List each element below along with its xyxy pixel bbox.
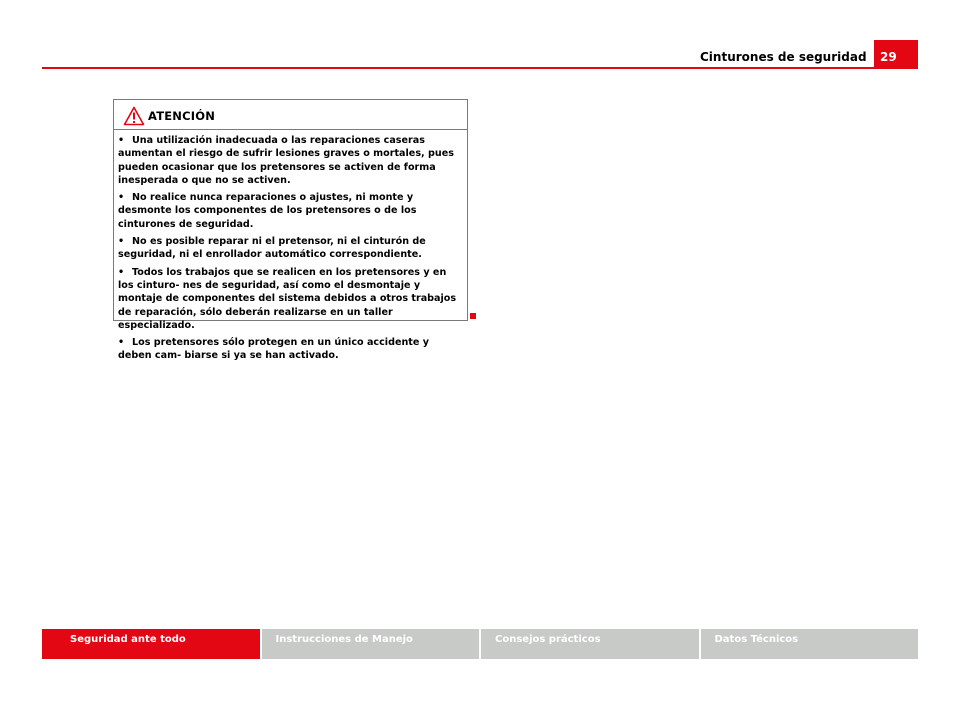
warning-triangle-icon bbox=[123, 106, 145, 126]
warning-header bbox=[114, 100, 467, 130]
footer-tab-datos[interactable] bbox=[701, 629, 919, 659]
footer-tab-label: Datos Técnicos bbox=[714, 634, 799, 645]
warning-item-text: Una utilización inadecuada o las reparaciones caseras aumentan el riesgo de sufrir lesiones graves o mortales, pues pueden ocasionar que los pretensores se activen de forma inesperada o que no se activen. bbox=[118, 135, 454, 186]
warning-item bbox=[118, 134, 463, 187]
section-end-marker bbox=[470, 313, 476, 319]
warning-item bbox=[118, 235, 463, 262]
footer-tab-instrucciones[interactable] bbox=[262, 629, 480, 659]
footer-tab-label: Seguridad ante todo bbox=[70, 634, 186, 645]
bullet: • bbox=[118, 236, 125, 248]
bullet: • bbox=[118, 192, 125, 204]
warning-item-text: No realice nunca reparaciones o ajustes, ni monte y desmonte los componentes de los pretensores o de los cinturones de seguridad. bbox=[118, 192, 417, 230]
footer-tab-label: Instrucciones de Manejo bbox=[275, 634, 413, 645]
warning-body bbox=[114, 130, 467, 363]
section-title: Cinturones de seguridad bbox=[700, 50, 867, 64]
page-number: 29 bbox=[874, 40, 918, 68]
warning-item-text: No es posible reparar ni el pretensor, ni el cinturón de seguridad, ni el enrollador automático correspondiente. bbox=[118, 236, 426, 261]
warning-item bbox=[118, 336, 463, 363]
warning-item-text: Todos los trabajos que se realicen en los pretensores y en los cinturo- nes de seguridad, así como el desmontaje y montaje de componentes del sistema debidos a otros trabajos de reparación, sólo deberán realizarse en un taller especializado. bbox=[118, 266, 457, 331]
warning-item bbox=[118, 266, 463, 332]
footer-tab-label: Consejos prácticos bbox=[495, 634, 601, 645]
footer-nav bbox=[42, 629, 918, 659]
footer-tab-seguridad[interactable] bbox=[42, 629, 260, 659]
warning-item bbox=[118, 191, 463, 231]
header-rule bbox=[42, 67, 918, 69]
footer-tab-consejos[interactable] bbox=[481, 629, 699, 659]
warning-box bbox=[113, 99, 468, 362]
warning-item-text: Los pretensores sólo protegen en un único accidente y deben cam- biarse si ya se han activado. bbox=[118, 337, 429, 362]
bullet: • bbox=[118, 337, 125, 349]
warning-title: ATENCIÓN bbox=[148, 109, 216, 123]
bullet: • bbox=[118, 266, 125, 278]
bullet: • bbox=[118, 135, 125, 146]
